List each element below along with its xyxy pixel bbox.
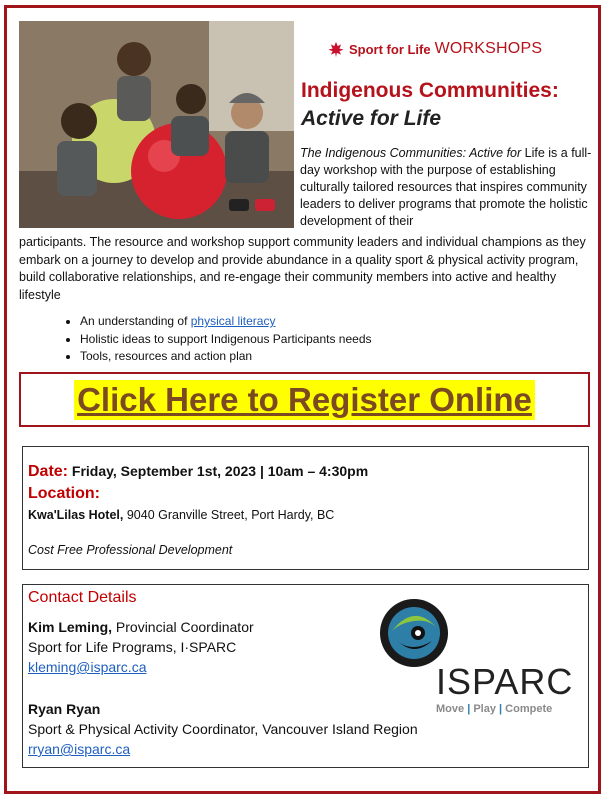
list-item: • Tools, resources and action plan bbox=[80, 348, 372, 366]
contact-1-role: Provincial Coordinator bbox=[112, 619, 254, 635]
intro-italic: The Indigenous Communities: Active for bbox=[300, 146, 522, 160]
date-line bbox=[28, 463, 368, 481]
workshop-title: Indigenous Communities: bbox=[301, 79, 559, 102]
event-details-box bbox=[22, 446, 589, 570]
maple-leaf-icon bbox=[327, 41, 345, 58]
contact-details-box bbox=[22, 584, 589, 768]
contact-2-role: Sport & Physical Activity Coordinator, Vancouver Island Region bbox=[28, 721, 418, 737]
tag-compete: Compete bbox=[505, 703, 553, 715]
list-item: • Holistic ideas to support Indigenous Participants needs bbox=[80, 331, 372, 349]
objectives-list bbox=[62, 313, 372, 366]
sport-for-life-brand bbox=[327, 40, 542, 58]
brand-name: Sport for Life bbox=[349, 41, 431, 57]
venue-address: 9040 Granville Street, Port Hardy, BC bbox=[123, 508, 335, 522]
isparc-logo bbox=[378, 597, 578, 717]
contact-1-org: Sport for Life Programs, I·SPARC bbox=[28, 639, 237, 655]
intro-continued: participants. The resource and workshop support community leaders and individual champions as they embark on a journey to develop and provide abundance in a quality sport & physical activity program, build collaborative relationships, and re-engage their community members into active and healthy lifestyle bbox=[19, 235, 586, 302]
bullet-1-text: An understanding of bbox=[80, 314, 191, 328]
register-online-link[interactable]: Click Here to Register Online bbox=[74, 380, 535, 420]
date-value: Friday, September 1st, 2023 | 10am – 4:30pm bbox=[71, 463, 369, 479]
contact-1-name-line bbox=[28, 617, 254, 637]
location-label: Location: bbox=[28, 485, 100, 502]
physical-literacy-link[interactable]: physical literacy bbox=[190, 314, 276, 328]
isparc-emblem-icon bbox=[378, 597, 450, 669]
intro-rest: Life is a full-day workshop with the purpose of establishing culturally tailored resources that inspires community leaders to deliver programs that promote the holistic development of their bbox=[300, 146, 592, 228]
tag-sep-2: | bbox=[499, 703, 503, 715]
list-item bbox=[80, 313, 372, 331]
tag-play: Play bbox=[473, 703, 496, 715]
tag-move: Move bbox=[436, 703, 465, 715]
contact-2-email-link[interactable]: rryan@isparc.ca bbox=[28, 741, 131, 757]
contact-1-name: Kim Leming, bbox=[28, 619, 113, 635]
isparc-wordmark: ISPARC bbox=[436, 661, 574, 702]
venue-name: Kwa'Lilas Hotel, bbox=[28, 508, 124, 522]
isparc-tagline bbox=[436, 703, 552, 715]
workshop-subtitle: Active for Life bbox=[301, 107, 442, 130]
cost-note: Cost Free Professional Development bbox=[28, 543, 233, 557]
register-banner bbox=[19, 372, 590, 427]
address-line bbox=[28, 508, 334, 522]
location-line bbox=[28, 485, 100, 503]
children-with-exercise-balls-photo bbox=[19, 21, 294, 228]
contact-title: Contact Details bbox=[28, 589, 137, 606]
brand-suffix: WORKSHOPS bbox=[434, 40, 543, 57]
contact-2-name: Ryan Ryan bbox=[28, 701, 101, 717]
intro-paragraph bbox=[300, 145, 595, 230]
contact-1-email-link[interactable]: kleming@isparc.ca bbox=[28, 659, 147, 675]
date-label: Date: bbox=[28, 463, 69, 480]
tag-sep-1: | bbox=[467, 703, 471, 715]
